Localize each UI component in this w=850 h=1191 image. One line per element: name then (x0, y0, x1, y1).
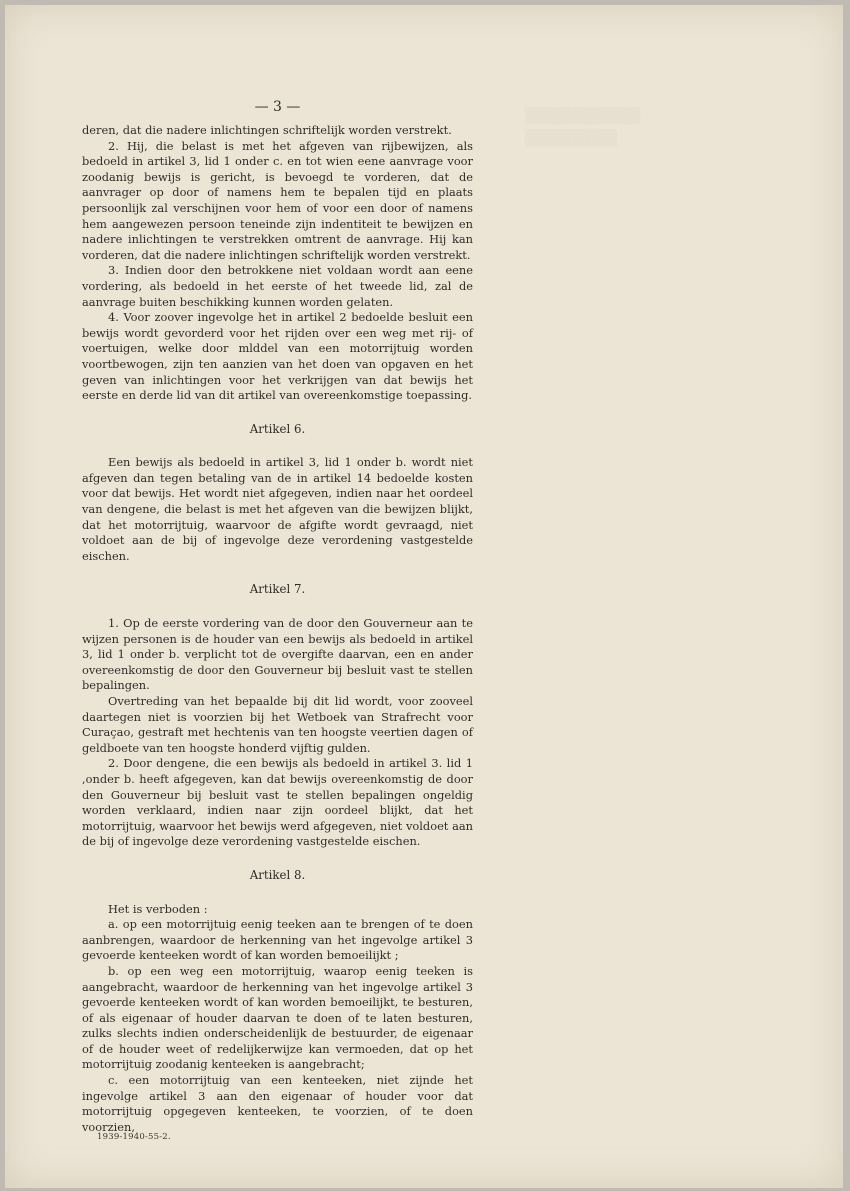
paragraph: 3. Indien door den betrokkene niet voldaan wordt aan eene vordering, als bedoeld in het eerste of het tweede lid, zal de aanvrage buiten beschikking kunnen worden gelaten. (82, 263, 473, 309)
paragraph: b. op een weg een motorrijtuig, waarop eenig teeken is aangebracht, waardoor de herkenning van het ingevolge artikel 3 gevoerde kenteeken wordt of kan worden bemoeilijkt, te besturen, of als eigenaar of houder daarvan te doen of te laten besturen, zulks slechts indien onderscheidenlijk de bestuurder, de eigenaar of de houder weet of redelijkerwijze kan vermoeden, dat op het motorrijtuig zoodanig kenteeken is aangebracht; (82, 963, 473, 1072)
show-through-bleed: ▒▒▒▒▒▒▒▒▒▒ ▒▒▒▒▒▒▒▒ (525, 107, 641, 147)
article-7-heading: Artikel 7. (249, 582, 306, 597)
intro-paragraph: deren, dat die nadere inlichtingen schriftelijk worden verstrekt. (82, 123, 452, 137)
article-6-heading: Artikel 6. (249, 421, 306, 436)
page-number: — 3 — (254, 99, 301, 115)
paragraph: Een bewijs als bedoeld in artikel 3, lid 1 onder b. wordt niet afgeven dan tegen betaling van de in artikel 14 bedoelde kosten voor dat bewijs. Het wordt niet afgegeven, indien naar het oordeel van dengene, die belast is met het afgeven van die bewijzen blijkt, dat het motorrijtuig, waarvoor de afgifte wordt gevraagd, niet voldoet aan de bij of ingevolge deze verordening vastgestelde eischen. (82, 455, 473, 563)
document-page (5, 5, 843, 1188)
paragraph: 1. Op de eerste vordering van de door den Gouverneur aan te wijzen personen is de houder van een bewijs als bedoeld in artikel 3, lid 1 onder b. verplicht tot de overgifte daarvan, een en ander overeenkomstig de door den Gouverneur bij besluit vast te stellen bepalingen. (82, 616, 473, 693)
footer-code: 1939-1940-55-2. (97, 1132, 171, 1142)
paragraph: Het is verboden : (108, 901, 208, 916)
paragraph: 2. Hij, die belast is met het afgeven van rijbewijzen, als bedoeld in artikel 3, lid 1 onder c. en tot wien eene aanvrage voor zoodanig bewijs is gericht, is bevoegd te vorderen, dat de aanvrager op door of namens hem te bepalen tijd en plaats persoonlijk zal verschijnen voor hem of voor een door of namens hem aangewezen persoon teneinde zijn indentiteit te bewijzen en nadere inlichtingen te verstrekken omtrent de aanvrage. Hij kan vorderen, dat die nadere inlichtingen schriftelijk worden verstrekt. (82, 138, 473, 262)
article-8-heading: Artikel 8. (249, 867, 306, 882)
paragraph: Overtreding van het bepaalde bij dit lid wordt, voor zooveel daartegen niet is voorzien bij het Wetboek van Strafrecht voor Curaçao, gestraft met hechtenis van ten hoogste veertien dagen of geldboete van ten hoogste honderd vijftig gulden. (82, 694, 473, 755)
paragraph: a. op een motorrijtuig eenig teeken aan te brengen of te doen aanbrengen, waardoor de herkenning van het ingevolge artikel 3 gevoerde kenteeken wordt of kan worden bemoeilijkt ; (82, 917, 473, 963)
document-body (82, 97, 473, 1135)
paragraph: 2. Door dengene, die een bewijs als bedoeld in artikel 3. lid 1 ,onder b. heeft afgegeven, kan dat bewijs overeenkomstig de door den Gouverneur bij besluit vast te stellen bepalingen ongeldig worden verklaard, indien naar zijn oordeel blijkt, dat het motorrijtuig, waarvoor het bewijs werd afgegeven, niet voldoet aan de bij of ingevolge deze verordening vastgestelde eischen. (82, 756, 473, 849)
paragraph: c. een motorrijtuig van een kenteeken, niet zijnde het ingevolge artikel 3 aan den eigenaar of houder voor dat motorrijtuig opgegeven kenteeken, te voorzien, of te doen voorzien, (82, 1073, 473, 1134)
paragraph: 4. Voor zoover ingevolge het in artikel 2 bedoelde besluit een bewijs wordt gevorderd voor het rijden over een weg met rij- of voertuigen, welke door mlddel van een motorrijtuig worden voortbewogen, zijn ten aanzien van het doen van opgaven en het geven van inlichtingen voor het verkrijgen van dat bewijs het eerste en derde lid van dit artikel van overeenkomstige toepassing. (82, 310, 473, 403)
